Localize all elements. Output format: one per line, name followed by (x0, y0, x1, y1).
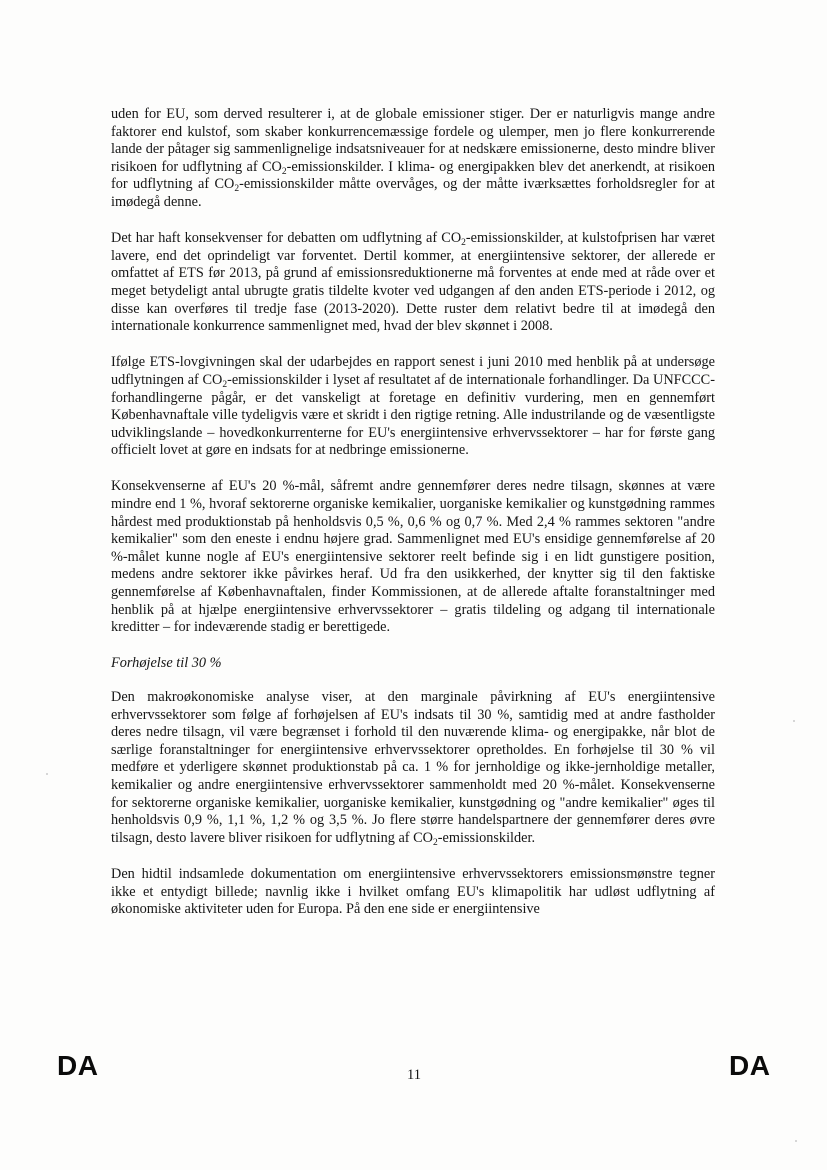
page-body (111, 106, 715, 937)
paragraph-text: -emissionskilder. (437, 829, 536, 846)
page-number: 11 (407, 1067, 421, 1083)
subscript-text: 2 (234, 184, 240, 195)
paragraph (111, 866, 715, 919)
paragraph-text: Det har haft konsekvenser for debatten om udflytning af CO (111, 230, 462, 247)
subscript-text: 2 (222, 379, 228, 390)
subscript-text: 2 (281, 166, 287, 177)
scan-speck (793, 720, 795, 722)
paragraph-text: Den makroøkonomiske analyse viser, at den marginale påvirkning af EU's energiintensive erhvervssektorer som følge af forhøjelsen af EU's indsats til 30 %, samtidig med at andre fastholder deres nedre tilsagn, vil være begrænset i forhold til den nuværende klima- og energipakke, når blot de særlige foranstaltninger for energiintensive erhvervssektorer opretholdes. En forhøjelse til 30 % vil medføre et yderligere skønnet produktionstab på ca. 1 % for jernholdige og ikke-jernholdige metaller, kemikalier og andre energiintensive erhvervssektorer sammenholdt med 20 %-målet. Konsekvenserne for sektorerne organiske kemikalier, uorganiske kemikalier, kunstgødning og "andre kemikalier" øges til henholdsvis 0,9 %, 1,1 %, 1,2 % og 3,5 %. Jo flere større handelspartnere der gennemfører deres øvre tilsagn, desto lavere bliver risikoen for udflytning af CO (111, 689, 715, 846)
paragraph-text: -emissionskilder, at kulstofprisen har været lavere, end det oprindeligt var forventet. Dertil kommer, at energiintensive sektorer, der allerede er omfattet af ETS før 2013, på grund af emissionsreduktionerne må forventes at ende med at råde over et meget betydeligt antal ubrugte gratis tildelte kvoter ved udgangen af den anden ETS-periode i 2012, og disse kan overføres til tredje fase (2013-2020). Dette ruster dem relativt bedre til at imødegå den internationale konkurrence sammenlignet med, hvad der blev skønnet i 2008. (111, 230, 716, 335)
scan-speck (795, 1140, 797, 1142)
paragraph-text: -emissionskilder. I klima- og energipakken blev det anerkendt, at risikoen for udflytning af CO (111, 158, 715, 193)
language-code-right: DA (729, 1050, 771, 1081)
paragraph-text: Ifølge ETS-lovgivningen skal der udarbejdes en rapport senest i juni 2010 med henblik på at undersøge udflytningen af CO (111, 354, 715, 388)
paragraph-text: Den hidtil indsamlede dokumentation om energiintensive erhvervssektorers emissionsmønstre tegner ikke et entydigt billede; navnlig ikke i hvilket omfang EU's klimapolitik har udløst udflytning af økonomiske aktiviteter uden for Europa. På den ene side er energiintensive (111, 865, 715, 918)
paragraph (111, 106, 715, 212)
subscript-text: 2 (461, 238, 466, 249)
paragraph-text: -emissionskilder i lyset af resultatet af de internationale forhandlinger. Da UNFCCC-forhandlingerne pågår, er det vanskeligt at foretage en definitiv vurdering, men en gennemført Københavnaftale ville tydeligvis være et skridt i den rigtige retning. Alle industrilande og de væsentligste udviklingslande – hovedkonkurrenterne for EU's energiintensive erhvervssektorer – har for første gang officielt lovet at gøre en indsats for at nedbringe emissionerne. (111, 371, 715, 459)
paragraph (111, 689, 715, 847)
subscript-text: 2 (433, 837, 438, 848)
language-code-left: DA (57, 1050, 99, 1081)
paragraph-text: uden for EU, som derved resulterer i, at de globale emissioner stiger. Der er naturligvis mange andre faktorer end kulstof, som skaber konkurrencemæssige fordele og ulemper, men jo flere konkurrerende lande der påtager sig sammenlignelige indsatsniveauer for at nedskære emissionerne, desto mindre bliver risikoen for udflytning af CO (111, 106, 715, 175)
paragraph (111, 354, 715, 460)
paragraph-text: -emissionskilder måtte overvåges, og der måtte iværksættes forholdsregler for at imødegå denne. (111, 176, 716, 210)
paragraph-text: Konsekvenserne af EU's 20 %-mål, såfremt andre gennemfører deres nedre tilsagn, skønnes at være mindre end 1 %, hvoraf sektorerne organiske kemikalier, uorganiske kemikalier og kunstgødning rammes hårdest med produktionstab på henholdsvis 0,5 %, 0,6 % og 0,7 %. Med 2,4 % rammes sektoren "andre kemikalier" som den eneste i endnu højere grad. Sammenlignet med EU's ensidige gennemførelse af 20 %-målet kunne nogle af EU's energiintensive sektorer reelt befinde sig i en lidt gunstigere position, medens andre sektorer ikke påvirkes heraf. Ud fra den usikkerhed, der knytter sig til den faktiske gennemførelse af Københavnaftalen, finder Kommissionen, at de allerede aftalte foranstaltninger med henblik på at hjælpe energiintensive erhvervssektorer – gratis tildeling og adgang til internationale kreditter – for indeværende stadig er berettigede. (111, 478, 715, 636)
paragraph (111, 478, 715, 636)
paragraph (111, 230, 715, 336)
section-heading: Forhøjelse til 30 % (111, 655, 222, 672)
scan-speck (46, 773, 48, 775)
